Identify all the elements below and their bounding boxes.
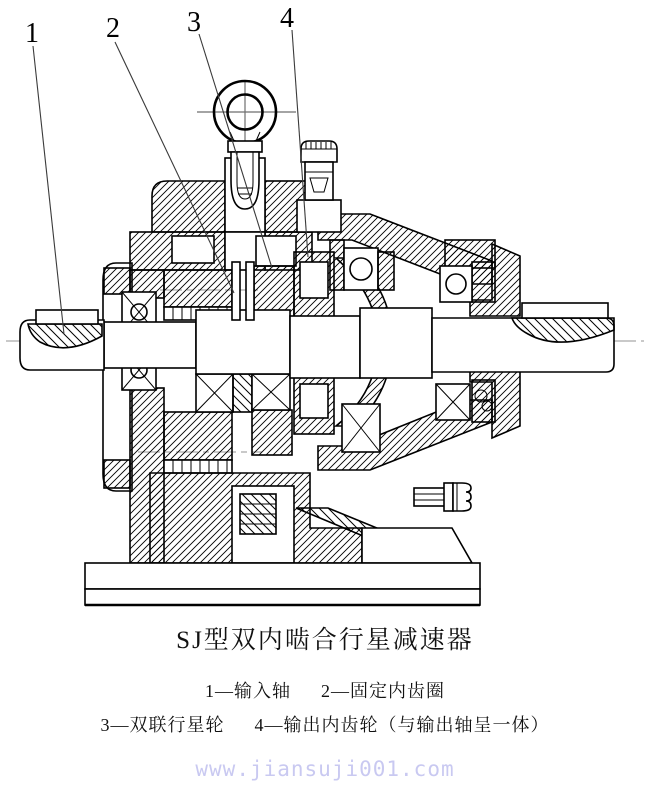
top-housing-left <box>152 181 225 232</box>
callout-1-number: 1 <box>25 18 39 49</box>
callout-3-number: 3 <box>187 7 201 38</box>
legend-line-2 <box>0 711 650 737</box>
callout-2-number: 2 <box>106 13 120 44</box>
ball-bearing-right-upper <box>440 266 472 302</box>
ball-bearing-mid-upper <box>344 248 378 290</box>
spline-2 <box>246 262 254 320</box>
vent-boss <box>297 200 341 232</box>
legend-item-1: 1—输入轴 <box>205 681 291 701</box>
bottom-housing <box>150 473 472 563</box>
base-plate <box>85 563 480 605</box>
input-key <box>36 310 98 324</box>
callout-1-leader <box>33 46 64 334</box>
legend-line-1 <box>0 677 650 703</box>
callout-1 <box>25 18 64 334</box>
vent-cap <box>301 141 337 200</box>
figure-title: SJ型双内啮合行星减速器 <box>176 627 474 654</box>
legend-item-2: 2—固定内齿圈 <box>321 681 445 701</box>
watermark-url: www.jiansuji001.com <box>195 757 455 781</box>
hex-bolt <box>414 483 471 511</box>
sun-coupling <box>196 310 290 374</box>
legend-item-4: 4—输出内齿轮（与输出轴呈一体） <box>254 715 550 735</box>
legend-item-3: 3—双联行星轮 <box>100 715 225 735</box>
output-key <box>522 303 608 318</box>
output-shaft <box>432 303 614 372</box>
callout-4-number: 4 <box>280 3 294 34</box>
